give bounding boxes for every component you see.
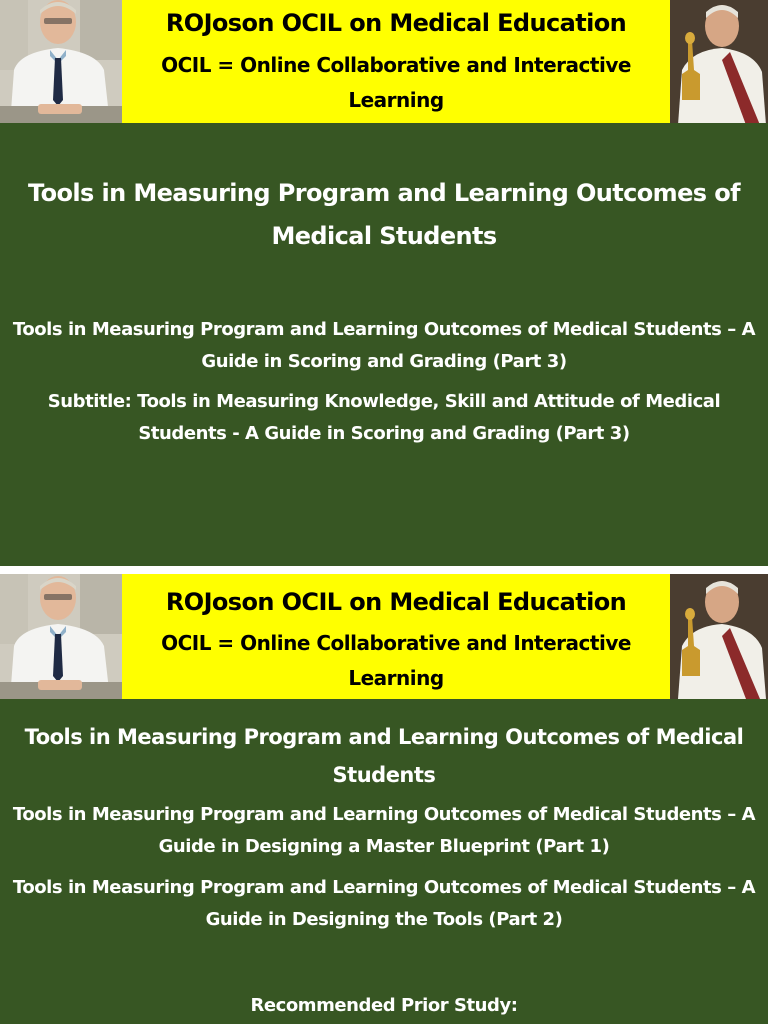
slide-1-heading: Tools in Measuring Program and Learning Outcomes of Medical Students [28,179,740,250]
presenter-photo [0,0,122,123]
award-photo [670,574,768,699]
banner-text [122,574,670,697]
award-photo [670,0,768,123]
slide-2-heading: Tools in Measuring Program and Learning Outcomes of Medical Students [24,725,744,787]
slide-1-banner [0,0,768,123]
banner-text [122,0,670,123]
banner-title: ROJoson OCIL on Medical Education [165,588,627,616]
slide-1-paragraph-2: Subtitle: Tools in Measuring Knowledge, Skill and Attitude of Medical Students - A Guide in Scoring and Grading (Part 3) [47,391,721,444]
slide-2 [0,574,768,1024]
slide-1-paragraph-1: Tools in Measuring Program and Learning Outcomes of Medical Students – A Guide in Scoring and Grading (Part 3) [12,319,756,372]
slide-2-paragraph-1: Tools in Measuring Program and Learning Outcomes of Medical Students – A Guide in Designing a Master Blueprint (Part 1) [12,804,756,857]
banner-title: ROJoson OCIL on Medical Education [165,9,627,37]
recommended-prior-study: Recommended Prior Study: [250,995,518,1016]
banner-subtitle: OCIL = Online Collaborative and Interactive Learning [161,631,631,690]
banner-subtitle: OCIL = Online Collaborative and Interactive Learning [161,53,631,112]
presenter-photo [0,574,122,699]
slide-2-banner [0,574,768,699]
slide-2-paragraph-2: Tools in Measuring Program and Learning Outcomes of Medical Students – A Guide in Designing the Tools (Part 2) [12,877,756,930]
